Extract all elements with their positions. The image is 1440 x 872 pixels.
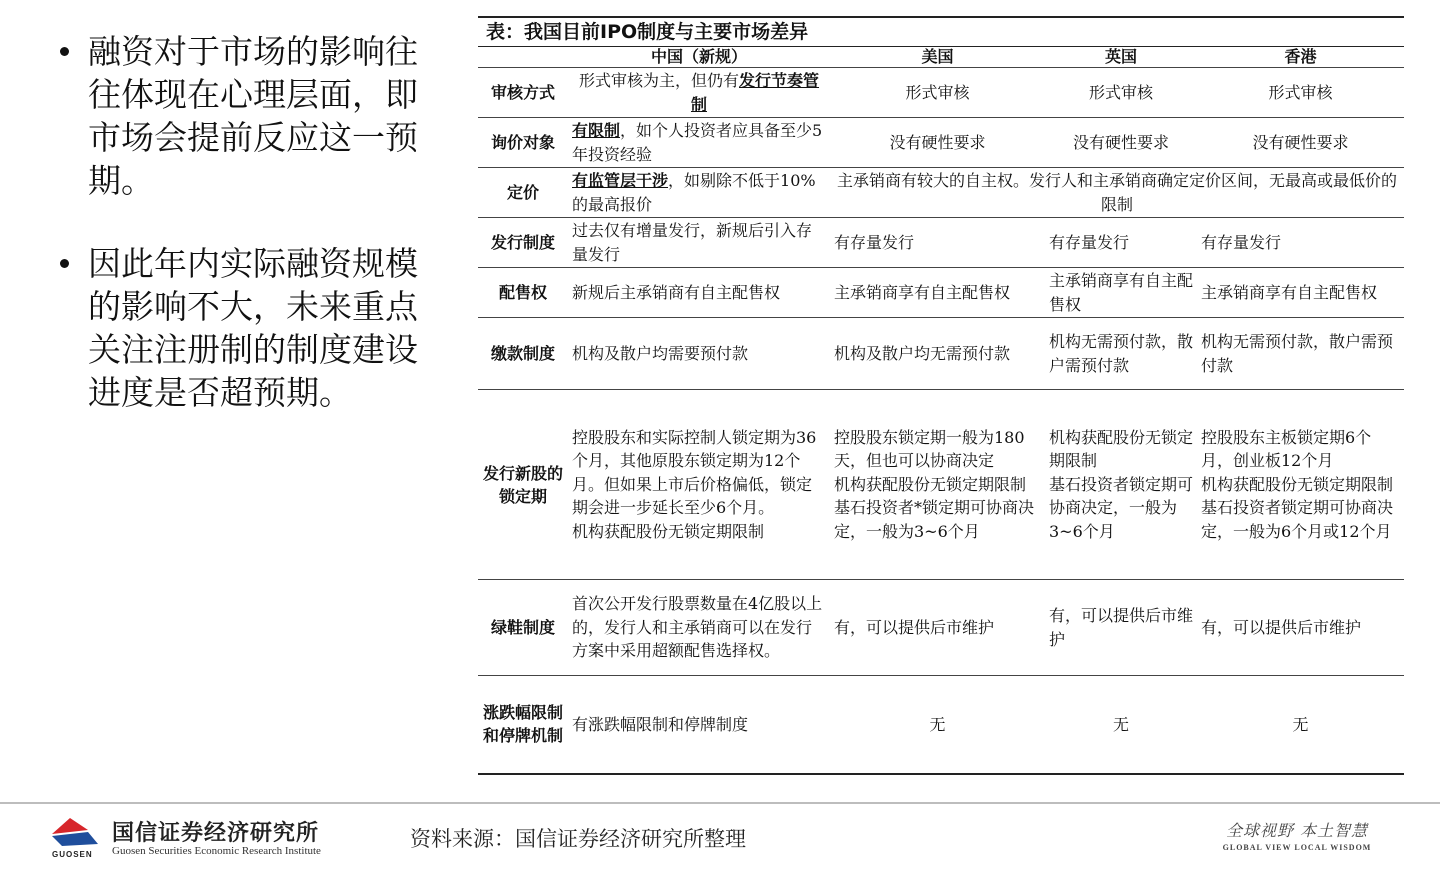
row-label: 发行新股的锁定期 (478, 390, 568, 580)
cell-uk: 没有硬性要求 (1045, 118, 1197, 168)
row-label: 发行制度 (478, 218, 568, 268)
cell-hk: 形式审核 (1197, 68, 1404, 118)
header-china: 中国（新规） (568, 47, 830, 68)
logo-abbr: GUOSEN (52, 850, 93, 859)
cell-us: 控股股东锁定期一般为180天，但也可以协商决定 机构获配股份无锁定期限制 基石投资者*锁定期可协商决定，一般为3~6个月 (830, 390, 1045, 580)
cell-us: 无 (830, 676, 1045, 774)
header-us: 美国 (830, 47, 1045, 68)
cell-hk: 主承销商享有自主配售权 (1197, 268, 1404, 318)
bullet-item (58, 30, 418, 202)
cell-china: 控股股东和实际控制人锁定期为36个月，其他原股东锁定期为12个月。但如果上市后价格偏低，锁定期会进一步延长至少6个月。 机构获配股份无锁定期限制 (568, 390, 830, 580)
cell-hk: 机构无需预付款，散户需预付款 (1197, 318, 1404, 390)
table-title: 表：我国目前IPO制度与主要市场差异 (478, 16, 1404, 47)
header-blank (478, 47, 568, 68)
cell-us: 没有硬性要求 (830, 118, 1045, 168)
header-uk: 英国 (1045, 47, 1197, 68)
company-name-en: Guosen Securities Economic Research Institute (112, 845, 321, 857)
slogan (1212, 818, 1382, 852)
emphasis-text: 发行节奏管制 (690, 71, 820, 114)
cell-us: 主承销商享有自主配售权 (830, 268, 1045, 318)
table-row (478, 318, 1404, 390)
header-hk: 香港 (1197, 47, 1404, 68)
table-row (478, 218, 1404, 268)
cell-hk: 有，可以提供后市维护 (1197, 580, 1404, 676)
comparison-table (478, 47, 1404, 775)
guosen-logo-icon (48, 814, 104, 850)
row-label: 定价 (478, 168, 568, 218)
cell-uk: 形式审核 (1045, 68, 1197, 118)
bullet-text: 因此年内实际融资规模的影响不大，未来重点关注注册制的制度建设进度是否超预期。 (88, 244, 418, 412)
bullet-dot-icon (60, 47, 69, 56)
ipo-comparison-table (478, 16, 1404, 775)
table-row (478, 268, 1404, 318)
cell-china: 有限制，如个人投资者应具备至少5年投资经验 (568, 118, 830, 168)
cell-china: 过去仅有增量发行，新规后引入存量发行 (568, 218, 830, 268)
slogan-cn: 全球视野 本土智慧 (1225, 821, 1369, 840)
cell-china: 机构及散户均需要预付款 (568, 318, 830, 390)
bullet-item (58, 242, 418, 414)
table-header-row (478, 47, 1404, 68)
table-row (478, 68, 1404, 118)
cell-china: 有涨跌幅限制和停牌制度 (568, 676, 830, 774)
cell-uk: 机构无需预付款，散户需预付款 (1045, 318, 1197, 390)
cell-uk: 有存量发行 (1045, 218, 1197, 268)
row-label: 绿鞋制度 (478, 580, 568, 676)
row-label: 配售权 (478, 268, 568, 318)
bullet-text: 融资对于市场的影响往往体现在心理层面，即市场会提前反应这一预期。 (88, 32, 418, 200)
company-name-cn: 国信证券经济研究所 (112, 821, 320, 846)
table-row (478, 580, 1404, 676)
table-row (478, 676, 1404, 774)
cell-china: 有监管层干涉，如剔除不低于10%的最高报价 (568, 168, 830, 218)
cell-uk: 机构获配股份无锁定期限制 基石投资者锁定期可协商决定，一般为3~6个月 (1045, 390, 1197, 580)
cell-uk: 主承销商享有自主配售权 (1045, 268, 1197, 318)
row-label: 询价对象 (478, 118, 568, 168)
cell-hk: 控股股东主板锁定期6个月，创业板12个月 机构获配股份无锁定期限制 基石投资者锁定期可协商决定，一般为6个月或12个月 (1197, 390, 1404, 580)
footer-divider (0, 802, 1440, 804)
bullet-dot-icon (60, 259, 69, 268)
emphasis-text: 有限制 (572, 121, 621, 140)
cell-us: 有存量发行 (830, 218, 1045, 268)
cell-us: 机构及散户均无需预付款 (830, 318, 1045, 390)
cell-china: 新规后主承销商有自主配售权 (568, 268, 830, 318)
cell-china: 首次公开发行股票数量在4亿股以上的，发行人和主承销商可以在发行方案中采用超额配售选择权。 (568, 580, 830, 676)
table-row (478, 390, 1404, 580)
cell-us: 形式审核 (830, 68, 1045, 118)
row-label: 缴款制度 (478, 318, 568, 390)
cell-hk: 没有硬性要求 (1197, 118, 1404, 168)
cell-us: 有，可以提供后市维护 (830, 580, 1045, 676)
cell-hk: 有存量发行 (1197, 218, 1404, 268)
cell-us-uk-hk: 主承销商有较大的自主权。发行人和主承销商确定定价区间，无最高或最低价的限制 (830, 168, 1404, 218)
cell-hk: 无 (1197, 676, 1404, 774)
source-note: 资料来源：国信证券经济研究所整理 (410, 827, 746, 851)
bullet-list (58, 30, 418, 414)
row-label: 审核方式 (478, 68, 568, 118)
company-logo (48, 814, 348, 864)
cell-uk: 无 (1045, 676, 1197, 774)
slogan-en: GLOBAL VIEW LOCAL WISDOM (1222, 843, 1372, 852)
row-label: 涨跌幅限制和停牌机制 (478, 676, 568, 774)
cell-china: 形式审核为主，但仍有发行节奏管制 (568, 68, 830, 118)
table-row (478, 168, 1404, 218)
cell-uk: 有，可以提供后市维护 (1045, 580, 1197, 676)
table-row (478, 118, 1404, 168)
emphasis-text: 有监管层干涉 (572, 171, 669, 190)
